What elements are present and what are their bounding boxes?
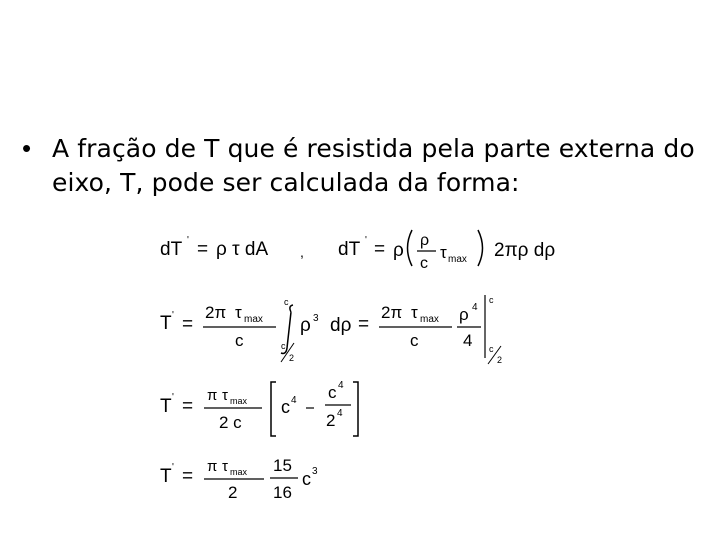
svg-text:': ' bbox=[172, 462, 174, 473]
equation-1 bbox=[160, 230, 555, 272]
svg-text:=: = bbox=[182, 396, 194, 417]
svg-text:π: π bbox=[207, 458, 218, 475]
svg-text:max: max bbox=[448, 254, 467, 265]
svg-text:,: , bbox=[300, 244, 304, 260]
svg-text:c: c bbox=[489, 344, 494, 354]
svg-text:ρ τ dA: ρ τ dA bbox=[216, 239, 269, 260]
svg-text:2π: 2π bbox=[381, 303, 403, 322]
svg-text:16: 16 bbox=[273, 483, 292, 502]
svg-text:τ: τ bbox=[411, 303, 418, 322]
svg-text:c: c bbox=[302, 469, 311, 489]
svg-text:max: max bbox=[420, 314, 439, 325]
svg-text:ρ: ρ bbox=[393, 240, 404, 261]
svg-text:': ' bbox=[172, 392, 174, 403]
svg-text:c: c bbox=[284, 297, 289, 307]
svg-text:T: T bbox=[160, 313, 172, 334]
svg-text:=: = bbox=[182, 314, 194, 335]
svg-text:4: 4 bbox=[338, 380, 344, 391]
svg-text:15: 15 bbox=[273, 456, 292, 475]
svg-text:2: 2 bbox=[326, 411, 336, 430]
svg-text:dT: dT bbox=[338, 239, 361, 260]
svg-text:τ: τ bbox=[222, 387, 228, 404]
svg-text:max: max bbox=[230, 467, 248, 477]
svg-text:c: c bbox=[420, 255, 428, 272]
svg-text:c: c bbox=[281, 341, 286, 351]
svg-text:4: 4 bbox=[291, 395, 297, 406]
svg-text:τ: τ bbox=[235, 303, 242, 322]
svg-text:ρ: ρ bbox=[420, 232, 430, 249]
svg-text:max: max bbox=[230, 396, 248, 406]
svg-text:ρ: ρ bbox=[300, 315, 311, 336]
svg-text:=: = bbox=[358, 314, 370, 335]
svg-text:4: 4 bbox=[463, 331, 473, 350]
svg-text:2: 2 bbox=[289, 353, 295, 363]
svg-text:=: = bbox=[197, 239, 209, 260]
svg-text:T: T bbox=[160, 466, 172, 487]
svg-text:2πρ dρ: 2πρ dρ bbox=[494, 240, 556, 261]
svg-text:3: 3 bbox=[313, 313, 319, 324]
svg-text:c: c bbox=[235, 331, 244, 350]
svg-text:π: π bbox=[207, 387, 218, 404]
svg-text:dρ: dρ bbox=[330, 315, 352, 336]
svg-text:': ' bbox=[172, 310, 174, 321]
svg-text:4: 4 bbox=[337, 408, 343, 419]
svg-text:τ: τ bbox=[222, 458, 228, 475]
svg-text:': ' bbox=[365, 235, 367, 246]
svg-text:2π: 2π bbox=[205, 303, 227, 322]
svg-text:2: 2 bbox=[228, 483, 238, 502]
svg-text:=: = bbox=[374, 239, 386, 260]
svg-text:τ: τ bbox=[440, 243, 447, 262]
svg-text:=: = bbox=[182, 466, 194, 487]
svg-text:dT: dT bbox=[160, 239, 183, 260]
svg-text:2 c: 2 c bbox=[219, 413, 242, 432]
svg-text:max: max bbox=[244, 314, 263, 325]
svg-text:': ' bbox=[187, 235, 189, 246]
bullet-text: A fração de T que é resistida pela parte externa do eixo, T, pode ser calculada da forma: bbox=[52, 134, 695, 197]
svg-text:c: c bbox=[410, 331, 419, 350]
svg-text:c: c bbox=[489, 295, 494, 305]
svg-text:ρ: ρ bbox=[459, 305, 469, 324]
svg-text:2: 2 bbox=[497, 355, 503, 365]
svg-text:c: c bbox=[328, 383, 337, 402]
equation-3 bbox=[160, 380, 358, 436]
svg-text:4: 4 bbox=[472, 302, 478, 313]
svg-text:c: c bbox=[281, 397, 290, 417]
equation-2 bbox=[160, 295, 502, 365]
svg-text:T: T bbox=[160, 396, 172, 417]
svg-text:3: 3 bbox=[312, 466, 318, 477]
equation-4 bbox=[160, 456, 318, 502]
bullet-marker: • bbox=[22, 133, 32, 163]
